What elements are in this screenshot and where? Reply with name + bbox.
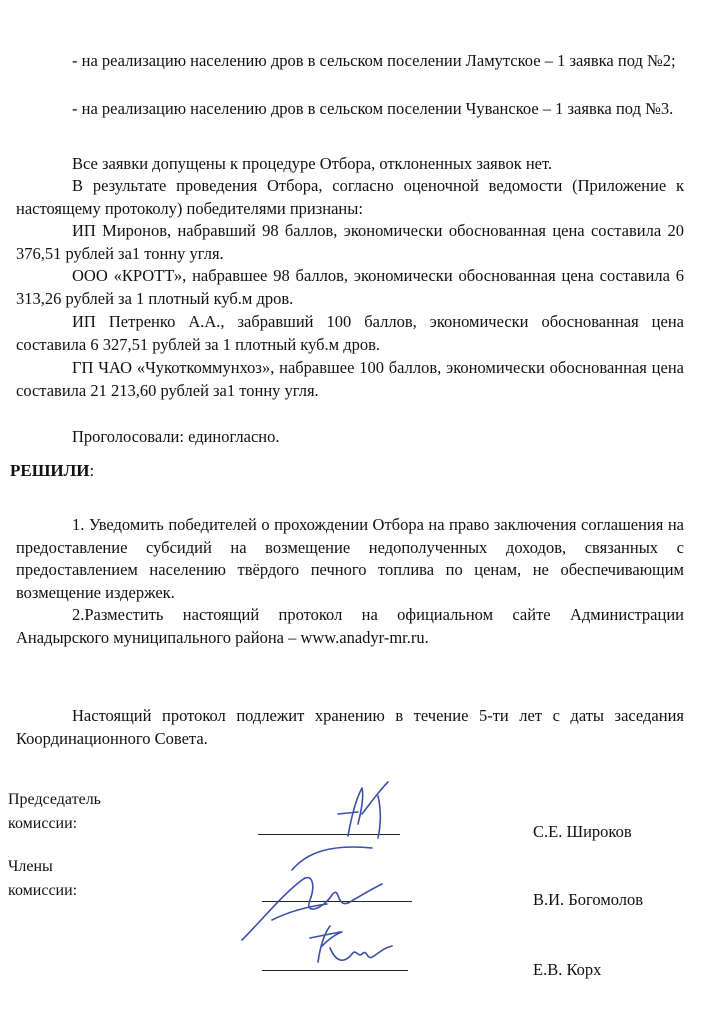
member2-signature-image [300,918,410,974]
paragraph-all-admitted: Все заявки допущены к процедуре Отбора, отклоненных заявок нет. [72,154,553,173]
paragraph-winner-chukotkommunhoz: ГП ЧАО «Чукоткоммунхоз», набравшее 100 баллов, экономически обоснованная цена составила 21 213,60 рублей за1 тонну угля. [16,358,684,400]
chair-name: С.Е. Широков [533,822,632,841]
paragraph-winner-krott: ООО «КРОТТ», набравшее 98 баллов, экономически обоснованная цена составила 6 313,26 рублей за 1 плотный куб.м дров. [16,266,684,308]
decision-item-1: 1. Уведомить победителей о прохождении Отбора на право заключения соглашения на предоставление субсидий на возмещение недополученных доходов, связанных с предоставлением населению твёрдого печного топлива по ценам, не обеспечивающим возмещение издержек. [16,515,684,602]
member2-name: Е.В. Корх [533,960,602,979]
decision-heading-text: РЕШИЛИ [10,461,90,480]
chair-signature-image [318,774,408,848]
chair-label-line-1: Председатель [8,791,101,808]
chair-label [8,788,208,836]
decision-heading-colon: : [89,461,95,480]
vote-result: Проголосовали: единогласно. [72,427,280,446]
decision-item-2: 2.Разместить настоящий протокол на официальном сайте Администрации Анадырского муниципального района – www.anadyr-mr.ru. [16,605,684,647]
members-label [8,855,208,903]
members-label-line-2: комиссии: [8,882,78,899]
paragraph-chuvanskoe: - на реализацию населению дров в сельском поселении Чуванское – 1 заявка под №3. [72,99,674,118]
chair-label-line-2: комиссии: [8,815,78,832]
storage-note: Настоящий протокол подлежит хранению в течение 5-ти лет с даты заседания Координационного Совета. [16,706,684,748]
decision-heading [10,461,94,481]
members-label-line-1: Члены [8,858,53,875]
paragraph-results: В результате проведения Отбора, согласно оценочной ведомости (Приложение к настоящему протоколу) победителями признаны: [16,176,684,218]
paragraph-lamutskoe: - на реализацию населению дров в сельском поселении Ламутское – 1 заявка под №2; [72,51,676,70]
paragraph-winner-petrenko: ИП Петренко А.А., забравший 100 баллов, экономически обоснованная цена составила 6 327,51 рублей за 1 плотный куб.м дров. [16,312,684,354]
paragraph-winner-mironov: ИП Миронов, набравший 98 баллов, экономически обоснованная цена составила 20 376,51 рублей за1 тонну угля. [16,221,684,263]
member1-name: В.И. Богомолов [533,890,644,909]
